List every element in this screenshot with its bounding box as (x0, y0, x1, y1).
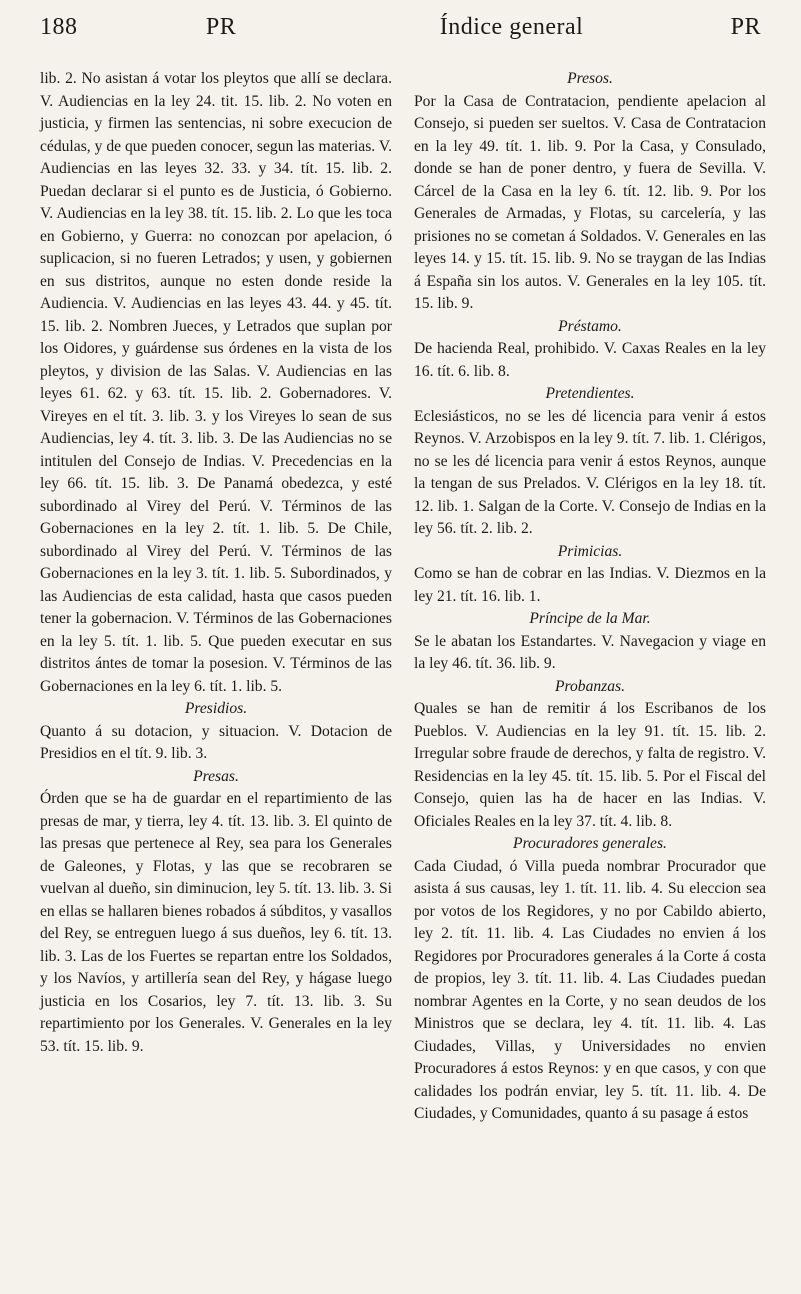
page-number: 188 (40, 14, 78, 40)
section-heading-principe: Príncipe de la Mar. (529, 610, 651, 627)
running-header (40, 14, 761, 46)
section-heading-probanzas: Probanzas. (554, 677, 626, 695)
section-heading-prestamo: Préstamo. (558, 317, 622, 335)
left-column (40, 68, 392, 1268)
entry-paragraph: De hacienda Real, prohibido. V. Caxas Reales en la ley 16. tít. 6. lib. 8. (414, 340, 766, 380)
entry-paragraph: lib. 2. No asistan á votar los pleytos que allí se declara. V. Audiencias en la ley 24. tit. 15. lib. 2. No voten en justicia, y firmen las sentencias, ni sobre execucion de cédulas, y de que pueden conocer, segun las materias. V. Audiencias en las leyes 32. 33. y 34. tít. 15. lib. 2. Puedan declarar si el punto es de Justicia, ó Gobierno. V. Audiencias en la ley 38. tít. 15. lib. 2. Lo que les toca en Gobierno, y Guerra: no conozcan por apelacion, ó suplicacion, si no fueren Letrados; y usen, y gobiernen en sus distritos, aunque no esten donde reside la Audiencia. V. Audiencias en las leyes 43. 44. y 45. tít. 15. lib. 2. Nombren Jueces, y Letrados que suplan por los Oidores, y guárdense sus órdenes en la vista de los pleytos, y division de las Salas. V. Audiencias en las leyes 61. 62. y 63. tít. 15. lib. 2. Gobernadores. V. Vireyes en el tít. 3. lib. 3. y los Vireyes lo sean de sus Audiencias, ley 4. tít. 3. lib. 3. De las Audiencias no se intitulen del Consejo de Indias. V. Precedencias en la ley 66. tít. 15. lib. 3. De Panamá obedezca, y esté subordinado al Virey del Perú. V. Términos de las Gobernaciones en la ley 2. tít. 1. lib. 5. De Chile, subordinado al Virey del Perú. V. Términos de las Gobernaciones en la ley 3. tít. 1. lib. 5. Subordinados, y las Audiencias de esta calidad, hasta que casos pueden tener la gobernacion. V. Términos de las Gobernaciones en la ley 5. tít. 1. lib. 5. Que pueden executar en sus distritos ántes de tomar la posesion. V. Términos de las Gobernaciones en la ley 6. tít. 1. lib. 5. (40, 70, 392, 695)
entry-paragraph: Se le abatan los Estandartes. V. Navegacion y viage en la ley 46. tít. 36. lib. 9. (414, 632, 766, 672)
entry-paragraph: Quanto á su dotacion, y situacion. V. Dotacion de Presidios en el tít. 9. lib. 3. (40, 722, 392, 762)
text-columns (40, 68, 766, 1268)
page-title: Índice general (439, 14, 584, 40)
right-guide-word: PR (730, 14, 761, 40)
left-guide-word: PR (205, 14, 237, 40)
entry-paragraph: Como se han de cobrar en las Indias. V. Diezmos en la ley 21. tít. 16. lib. 1. (414, 565, 766, 605)
section-heading-primicias: Primicias. (557, 542, 623, 560)
section-heading-presas: Presas. (193, 767, 239, 785)
entry-paragraph: Quales se han de remitir á los Escribanos de los Pueblos. V. Audiencias en la ley 91. tít. 15. lib. 2. Irregular sobre fraude de derechos, y falta de registro. V. Residencias en la ley 45. tít. 15. lib. 5. Por el Fiscal del Consejo, quien las ha de hacer en las Indias. V. Oficiales Reales en la ley 37. tít. 4. lib. 8. (414, 700, 766, 830)
section-heading-pretendientes: Pretendientes. (545, 385, 635, 402)
section-heading-presos: Presos. (567, 70, 613, 87)
entry-paragraph: Por la Casa de Contratacion, pendiente apelacion al Consejo, si pueden ser sueltos. V. Casa de Contratacion en la ley 49. tít. 1. lib. 9. Por la Casa, y Consulado, donde se han de poner dentro, y fuera de Sevilla. V. Cárcel de la Casa en la ley 6. tít. 12. lib. 9. Por los Generales de Armadas, y Flotas, su carcelería, y las prisiones no se cometan á Soldados. V. Generales en las leyes 14. y 15. tít. 15. lib. 9. No se traygan de las Indias á España sin los autos. V. Generales en la ley 105. tít. 15. lib. 9. (414, 92, 766, 312)
section-heading-procuradores: Procuradores generales. (513, 835, 667, 852)
entry-paragraph: Órden que se ha de guardar en el repartimiento de las presas de mar, y tierra, ley 4. tít. 13. lib. 3. El quinto de las presas que pertenece al Rey, sea para los Generales de Galeones, y Flotas, y las que se recobraren se vuelvan al dueño, sin diminucion, ley 5. tít. 13. lib. 3. Si en ellas se hallaren bienes robados á súbditos, y vasallos del Rey, se entreguen luego á sus dueños, ley 6. tít. 13. lib. 3. Las de los Fuertes se repartan entre los Soldados, y los Navíos, y artillería sean del Rey, y hágase luego justicia en los Cosarios, ley 7. tít. 13. lib. 3. Su repartimiento por los Generales. V. Generales en la ley 53. tít. 15. lib. 9. (40, 790, 392, 1055)
entry-paragraph: Eclesiásticos, no se les dé licencia para venir á estos Reynos. V. Arzobispos en la ley 9. tít. 7. lib. 1. Clérigos, no se les dé licencia para venir á estos Reynos, aunque la tengan de sus Prelados. V. Clérigos en la ley 18. tít. 12. lib. 1. Salgan de la Corte. V. Consejo de Indias en la ley 56. tít. 2. lib. 2. (414, 407, 766, 537)
right-column (414, 68, 766, 1268)
section-heading-presidios: Presidios. (184, 700, 248, 717)
entry-paragraph: Cada Ciudad, ó Villa pueda nombrar Procurador que asista á sus causas, ley 1. tít. 11. lib. 4. Su eleccion sea por votos de los Regidores, y no por Cabildo abierto, ley 2. tít. 11. lib. 4. Las Ciudades no envien á los Regidores por Procuradores generales á la Corte á costa de propios, ley 3. tít. 11. lib. 4. Las Ciudades puedan nombrar Agentes en la Corte, y no sean deudos de los Ministros que se declara, ley 4. tít. 11. lib. 4. Las Ciudades, Villas, y Universidades no envien Procuradores á estos Reynos: y en que casos, y con que calidades los podrán enviar, ley 5. tít. 11. lib. 4. De Ciudades, y Comunidades, quanto á su pasage á estos (414, 857, 766, 1122)
